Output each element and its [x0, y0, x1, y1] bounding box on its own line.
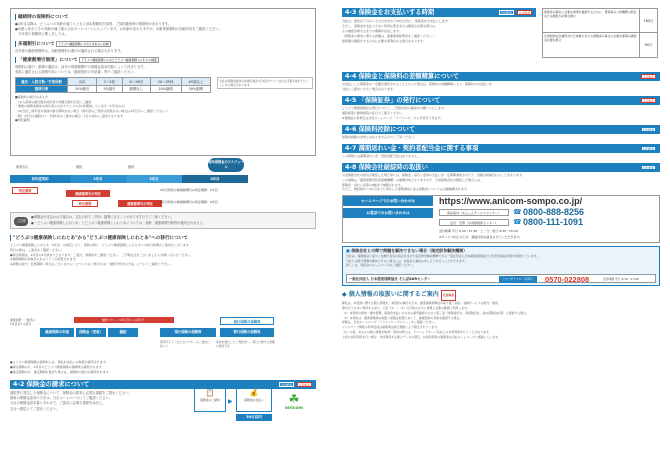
- privacy-line: （1）の他、あなたの個人情報を取得・利用の際には、アニコム グループ各社との共同利用を行うことがあります。: [342, 329, 492, 334]
- flow-sub-2: 条件を満たしたご契約者へ、移行に関する書類の送付予定: [216, 340, 275, 348]
- privacy-text: [342, 301, 660, 339]
- privacy-section: [342, 290, 660, 339]
- section-4-8-header: [342, 163, 660, 172]
- section-4-7-number: 4-7: [345, 145, 357, 152]
- section-4-3-title: 保険金をお支払いする時期: [358, 9, 435, 16]
- section-4-2: [10, 376, 316, 419]
- section-4-2-line: 最新の保険金請求の方法は、当社ホームページにてご確認ください。: [10, 396, 113, 401]
- contract-summary-tag: 契約概要: [642, 128, 654, 132]
- rate-table: [15, 77, 211, 93]
- multi-discount-text: [15, 49, 311, 54]
- year-3-bar: 3年目: [126, 175, 182, 183]
- section-4-6-line: 保険料控除の対象とはなりませんのでご了承ください。: [342, 135, 418, 139]
- rate-table-header: 0回: [68, 78, 97, 86]
- phone-row-2-label: 意見・苦情（お客様相談センター）: [439, 219, 509, 226]
- section-4-2-text: [10, 391, 180, 412]
- section-4-8: [342, 163, 660, 192]
- example-label: ●例記載例: [15, 118, 30, 123]
- homepage-link[interactable]: https://www.anicom-sompo.co.jp/: [439, 196, 583, 207]
- section-4-8-line: 引受保険会社の経営が破綻した場合等には、保険金、返れい金等の支払いが一定期間凍結されたり、金額が削減されることがあります。: [342, 173, 525, 177]
- section-4-4: [342, 72, 660, 92]
- section-4-3-line: 当社は、請求完了日からその日を含めて30日以内に、保険金をお支払いします。: [342, 19, 451, 23]
- section-4-5-line: ※保険証の再発行は当社ホームページ「マイページ」から手続きできます。: [342, 116, 444, 120]
- rate-note: 当社の保険金請求の診療日数が1日1回カウントまたは手術1回をカウントにする場合があります: [217, 77, 313, 89]
- adr-navi-label: ［ナビダイヤル（有料）］: [501, 277, 536, 282]
- contract-summary-tag: 契約概要: [642, 147, 654, 151]
- period-days: 60日: [639, 33, 657, 57]
- caution-label: ご注意: [14, 217, 28, 226]
- arrow-icon: ▶: [228, 398, 233, 405]
- adr-org-row: [346, 274, 656, 283]
- phone-label: お電話でのお問い合わせは: [343, 208, 433, 218]
- flow-bullet: ●満定期間の方、2年目のどうぶつ健康保険の保険料が適用されます。: [10, 364, 105, 369]
- section-4-4-header: [342, 72, 660, 81]
- flow-left-note: 健康割増・ご継続の2年目までの移行: [10, 318, 36, 326]
- section-4-3-text: [342, 19, 536, 44]
- document-icon: 📋: [205, 389, 215, 397]
- caution-line: ●「どうぶつ健康保険しにわとあ」とどうぶつ健康保険しにわとあについては、高齢、健康割増引制度が適用されません。: [31, 220, 207, 225]
- period-row: [543, 33, 657, 57]
- section-4-6-text: [342, 135, 660, 140]
- flow-banner: 継続フロー（2年目からの移行）: [74, 317, 174, 323]
- privacy-line: センシティブ情報の利用目的は保険業法施行規則により限定されています。: [342, 325, 440, 330]
- section-4-7-text: [342, 154, 660, 159]
- judge-period-1: 判定期間: [12, 187, 38, 194]
- rate-cell: 20%割増: [150, 85, 181, 93]
- system-line: 保険料の割引・割増の適用は、前年の保険期間中の保険金請求回数によって決まります。: [15, 64, 147, 69]
- privacy-line: （2）本契約は、損害保険等の取扱う保険会社間において、重複契約の有無を確認する場合。: [342, 315, 463, 320]
- claim-step-box: [194, 388, 226, 412]
- section-4-3-line: （保険金の請求に関する詳細は、重要事項説明書をご確認ください。）: [342, 34, 437, 38]
- renewal-text: [15, 22, 311, 38]
- privacy-title-text: 個人情報の取扱いに関するご案内: [348, 291, 439, 299]
- right-column: [342, 8, 660, 340]
- judge-1: 健康割増引の判定: [66, 190, 110, 197]
- section-4-3-header: [342, 8, 536, 17]
- transfer-flow: [10, 314, 316, 360]
- adr-line: 詳しくは、同協会のホームページをご確認ください。: [346, 263, 416, 267]
- rate-bullet: （例）1年目の通院1日・手術1回のご請求の場合：1日×1回のご請求となります: [15, 113, 124, 118]
- judge-2: 健康割増引の判定: [118, 200, 162, 207]
- privacy-line: 弊社は、本契約に関する個人情報を、本契約の履行のため、損害保険等弊社の取り扱う商品・各種サービスの案内・提供、: [342, 301, 501, 306]
- rate-table-row-label: 割増引率: [16, 85, 68, 93]
- multi-discount-line: 次年度の継続保険料は、高齢保険料の割引が適用される場合もあります。: [15, 48, 124, 53]
- flow-step-1: 健康保険の申請: [40, 328, 74, 337]
- section-4-8-line: この保険は「損害保険契約者保護機構」の補償対象となりますので、引受保険会社が破綻した場合には、: [342, 177, 483, 182]
- rate-table-wrap: [15, 77, 311, 95]
- rate-bullet: ■保険料の割引のある方: [15, 95, 48, 100]
- section-4-4-title: 保険金と保険料の差額精算について: [358, 73, 460, 80]
- transfer-line: ※保険期間の起算日のあるプランが変更されます。: [10, 257, 79, 262]
- adr-number: 0570-022808: [545, 275, 590, 285]
- attention-tag: 注意喚起: [518, 11, 530, 15]
- payment-step-box: [236, 388, 272, 412]
- attention-tag: 注意喚起: [642, 75, 654, 79]
- section-4-8-line: ただし、破綻時から3か月までに発生した保険事故に係る保険金については全額補償されます。: [342, 187, 470, 192]
- result-2: 2年目契約の健康割増引の判定期間：1年目: [160, 188, 218, 192]
- caution-text: [31, 215, 206, 226]
- anicom-logo: [276, 392, 312, 418]
- flow-bullet: ●満定期間の方、満定期間を過ぎた場合は、保険料の割引が適用されます。: [10, 369, 112, 374]
- section-4-5-text: [342, 106, 660, 121]
- transfer-line: ※詳細の案内・変更期間（移行はございません）については（移行方法）「継続手続きの方法」についてご確認ください。: [10, 262, 173, 267]
- adr-org: 一般社団法人 日本損害保険協会 そんぽADRセンター: [349, 277, 431, 282]
- section-4-5-line: 通院時等に動物病院の窓口でご提示ください。: [342, 111, 406, 115]
- rate-table-header: 40回以上: [181, 78, 210, 86]
- section-4-2-title: 保険金の請求について: [26, 381, 90, 388]
- clover-icon: ☘: [288, 392, 300, 406]
- flow-right-2: 移行保険の保険料: [220, 328, 274, 337]
- system-heading: [15, 57, 311, 63]
- year-1-bar: 初年度契約: [10, 175, 70, 183]
- section-4-6: [342, 125, 660, 140]
- rate-table-header-row: [16, 78, 211, 86]
- payment-step-label: 保険金お支払い: [244, 398, 264, 402]
- adr-line: 当社との間で問題を解決できない場合には、同協会に解決の申し立てを行うことができます。: [346, 258, 468, 263]
- rate-table-header: 6〜19回: [122, 78, 150, 86]
- anicom-logo-text: anicom: [284, 406, 304, 411]
- section-4-6-header: [342, 125, 660, 134]
- section-4-7-header: [342, 144, 660, 153]
- transfer-section: [10, 232, 316, 320]
- flow-bullets: [10, 360, 316, 374]
- section-4-2-number: 4-2: [13, 381, 25, 388]
- flow-sub-1: 専用サイト「だんわつつち」のご案内に従って: [160, 340, 211, 348]
- phone-row-2-number: 0800-111-1091: [523, 217, 584, 228]
- transfer-heading: "どうぶつ健康保険しにわとあ"から"どうぶつ健康保険しにわとあ"への移行について: [10, 235, 316, 241]
- year-4-bar: 4年目: [182, 175, 248, 183]
- renew-label-2: 継続: [128, 165, 135, 169]
- rate-cell: 10%割引: [68, 85, 97, 93]
- section-4-3-number: 4-3: [345, 9, 357, 16]
- system-tag: どうぶつ健康保険しにわとどうぶつ健康保険しにわとの制度: [81, 57, 157, 62]
- new-label: 新規加入: [16, 165, 29, 169]
- section-4-4-number: 4-4: [345, 73, 357, 80]
- transfer-line: どうぶつ健康保険しにわとあ「2年目」の規定により、更新の際に、どうぶつ健康保険しにわとあへの移行時期のご案内がございます: [10, 243, 189, 247]
- days-badge: 30日以内: [236, 414, 272, 421]
- section-4-5-number: 4-5: [345, 97, 357, 104]
- judge-period-2: 判定期間: [72, 200, 98, 207]
- rate-table-header: 1〜5回: [97, 78, 123, 86]
- renewal-line: 今年度の保険料に関しましては。: [15, 32, 68, 37]
- contact-box: [342, 195, 660, 243]
- section-4-5-line: どうぶつ健康保険証の発行について、ご契約内容の確認をお願いいたします。: [342, 106, 447, 110]
- claim-step-label: 保険金のご請求: [200, 398, 220, 402]
- period-label: 災害救助法が適用された地域における保険金の算出に必要な事項の調査が必要な場合: [544, 34, 637, 43]
- attention-tag: 注意喚起: [298, 383, 310, 387]
- transfer-text: [10, 243, 316, 267]
- rate-bullet: ・(2)当社ご前年度お客様の割引増率がない場合（前年度のご契約の結果がない場合は1年目からご確認ください。）: [15, 109, 170, 113]
- diamond-icon: ◆: [342, 291, 347, 299]
- caution-box: [10, 212, 316, 229]
- phone-hours-note: ※サービス向上のため、通話内容を録音させていただきます。: [439, 235, 523, 240]
- contract-summary-tag: 契約概要: [642, 166, 654, 170]
- flow-step-2: 保険金（受取）: [76, 328, 106, 337]
- multi-discount-tag: どうぶつ健康保険しにわとをあるいは制: [58, 41, 109, 46]
- section-4-4-text: [342, 82, 660, 92]
- rate-bullet: ・健保の保険金請求の前年度の合計カウンマルが1回増加しています（1年目のみ）: [15, 104, 127, 109]
- adr-line: 当社は、保険業法に基づく金融庁長官の指定を受けた指定紛争解決機関である一般社団法人日本損害保険協会と手続実施基本契約を締結しています。: [346, 254, 540, 259]
- homepage-label: ホームページでのお問い合わせは: [343, 196, 433, 206]
- payment-period-table: [542, 8, 658, 58]
- section-4-3-line: 損害額の確認をするために必要な事項がある場合があります。: [342, 39, 426, 43]
- period-label: 保険金の算出に必要な事項を確認するために、警察等の公的機関の照会または調査が必要な場合: [544, 10, 637, 19]
- phone-hours: 受付時間 平日 9:30〜17:30 土・日・祝日 9:30〜15:30: [439, 229, 518, 234]
- adr-title-text: 保険会社との間で問題を解決できない場合（指定紛争解決機関）: [351, 248, 468, 254]
- caution-line: ●保険金が支払われた場合は、支払の有で（手回）割増になることがありますのでご了承ください。: [31, 215, 175, 219]
- phone-row-1-label: 商品案内（あんしんサービスセンター）: [439, 209, 509, 216]
- section-4-5-header: [342, 96, 660, 105]
- system-heading-text: 「健康割増引制度」について: [18, 57, 78, 63]
- rate-table-header: 20〜39回: [150, 78, 181, 86]
- adr-text: [346, 254, 656, 267]
- privacy-line: 上記の共同利用を行う場合、共同利用する個人データの項目、共同利用者の範囲等は当社ホームページに掲載しています。: [342, 334, 501, 339]
- rate-table-header: 適用・入院日数／手術回数: [16, 78, 68, 86]
- privacy-line: （1）本契約の締結・維持管理、保険金支払いのための事実確認のために第三者（業務委託先、再保険会社、他の保険会社等）に提供する場合。: [342, 310, 529, 315]
- flow-right-1: 現行保険の保険料: [220, 317, 274, 325]
- rate-cell: 5%割引: [97, 85, 123, 93]
- section-4-8-title: 保険会社破綻時の取扱い: [358, 164, 428, 171]
- renew-label: 継続: [76, 165, 83, 169]
- privacy-title: [342, 290, 660, 301]
- section-4-8-number: 4-8: [345, 164, 357, 171]
- phone-row-1-number: 0800-888-8256: [523, 207, 585, 218]
- year-2-bar: 2年目: [70, 175, 126, 183]
- section-4-3: [342, 8, 660, 68]
- section-4-7: [342, 144, 660, 159]
- system-line: 実際に適用される割増引率については「継続契約の手続書」等でご確認ください。: [15, 70, 137, 75]
- period-row: [543, 9, 657, 33]
- attention-tag: 注意喚起: [441, 290, 456, 301]
- adr-hours: 受付時間 平日 9:15〜17:00: [603, 277, 639, 282]
- schedule-bubble: 毎年保険金のスケジュール: [208, 158, 244, 172]
- privacy-line: 詳細は、当社ホームページ「プライバシーポリシー」をご確認ください。: [342, 320, 438, 325]
- phone-icon: ☎: [513, 218, 522, 227]
- rate-cell: 50%割増: [181, 85, 210, 93]
- rate-bullet: ・(1)入院時の適日数が前年度の実績日数を目安にご確認: [15, 99, 92, 104]
- section-4-5: [342, 96, 660, 121]
- section-4-3-line: ただし、保険金を支払うために特別な照会または調査が必要な場合は、: [342, 24, 439, 28]
- flow-step-4: 現行保険の保険料: [160, 328, 216, 337]
- section-4-2-line: 当社ヘ郵送にてご提出ください。: [10, 406, 60, 411]
- attention-tag: 注意喚起: [642, 99, 654, 103]
- section-4-3-line: その確認が終わるまでの期間を延長します。: [342, 29, 402, 33]
- section-4-8-line: 保険金・返れい金等の8割まで補償されます。: [342, 182, 404, 187]
- section-4-5-title: 「保険証券」の発行について: [358, 97, 441, 104]
- rate-bullets: [15, 95, 311, 123]
- contract-summary-tag: 契約概要: [500, 11, 512, 15]
- section-4-6-title: 保険料控除について: [358, 126, 416, 133]
- adr-icon: ■: [346, 248, 350, 254]
- section-4-4-line: 当社にご請求いただく場合があります。: [342, 87, 396, 91]
- multi-discount-heading-text: 多頭割引について: [18, 41, 55, 47]
- rate-table-row: [16, 85, 211, 93]
- flow-step-3: 継続: [108, 328, 138, 337]
- section-4-4-line: お支払いした保険金の一定額が適用されることとなった場合は、保険料の差額精算により、保険料のお支払いを: [342, 82, 493, 86]
- flow-bullet: ●どうぶつ健康保険の保険料には、現在お支払いの制度が適用されます。: [10, 360, 109, 364]
- rate-cell: 割増なし: [122, 85, 150, 93]
- section-4-7-title: 満期返れい金・契約者配当金に関する事項: [358, 145, 479, 152]
- payment-icon: 💰: [249, 389, 259, 397]
- transfer-line: 移行の際は、ご案内をご確認ください。: [10, 247, 65, 252]
- section-4-6-number: 4-6: [345, 126, 357, 133]
- adr-box: [342, 246, 660, 286]
- transfer-line: ●移行時期は、2年目の4月頃までとなります。ご案内、保険料をご確認ください。ご不明な点がございましたらお問い合わせください。: [10, 252, 194, 257]
- section-4-2-line: 当社の保険金請求書とあわせて、ご請求に必要な書類を添付し、: [10, 401, 106, 406]
- contract-summary-tag: 契約概要: [280, 383, 292, 387]
- renewal-line: ●2年目以降は、どうぶつの年齢が満了とともに基本保険料を原則、ご契約継続時の保険料が変わります。: [15, 22, 172, 26]
- renewal-line: ●年齢に伴なうその年齢が満了後の当社ホームページに入っています。お年齢が変わりますが、年齢別保険料の詳細内容をご確認ください。: [15, 27, 222, 32]
- renewal-info-box: [10, 8, 316, 156]
- system-text: [15, 65, 311, 75]
- section-4-8-text: [342, 173, 660, 192]
- multi-discount-heading: [15, 41, 311, 47]
- renewal-heading: 継続時の保険料について: [15, 14, 311, 20]
- phone-icon: ☎: [513, 208, 522, 217]
- privacy-line: 等を行うために利用するほか、下記（1）〜（2）の目的のために業務上必要な範囲で利用します。: [342, 305, 470, 310]
- period-days: 180日: [639, 9, 657, 32]
- section-4-2-line: 通院等に発生した保険金について、保険金の請求に必要な書類をご提出ください。: [10, 391, 132, 395]
- result-3: 3年目契約の健康割増引の判定期間：2年目: [160, 200, 218, 204]
- section-4-7-line: この保険には満期返れい金・契約者配当金はありません。: [342, 154, 421, 158]
